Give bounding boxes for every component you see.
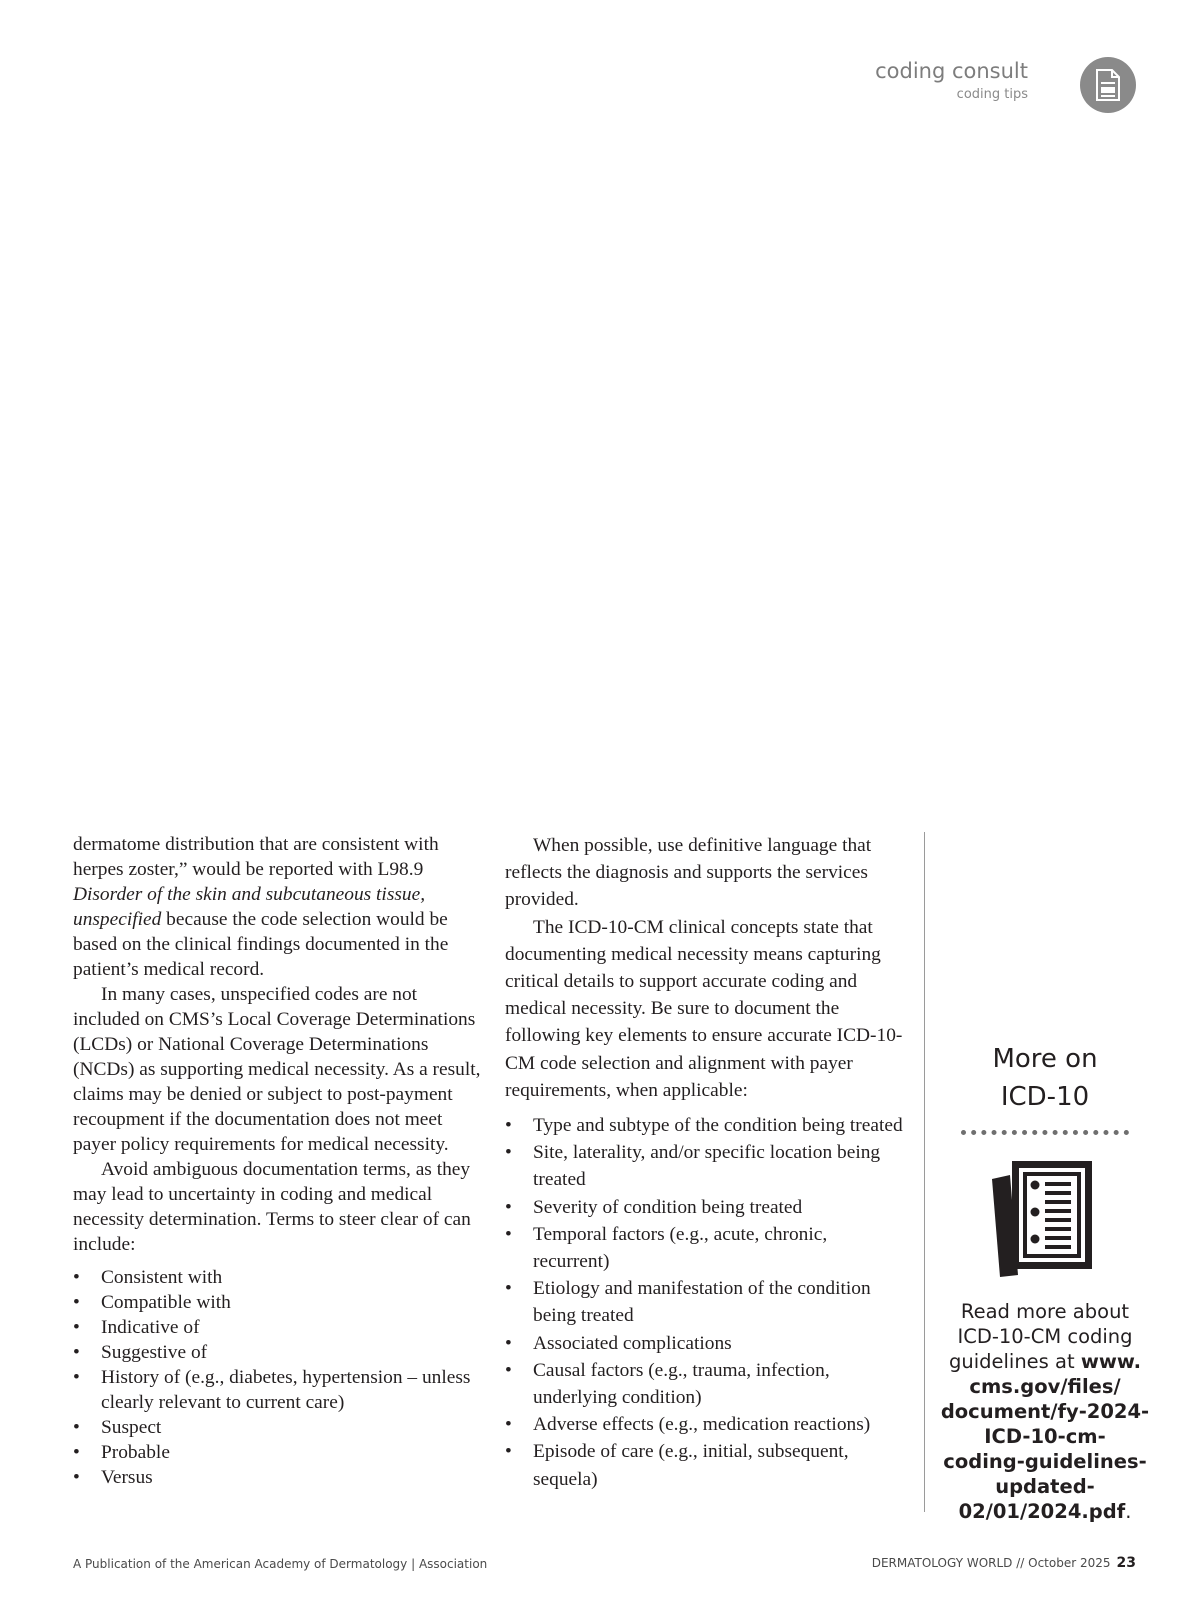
column-divider [924, 832, 925, 1512]
list-item: • Indicative of [73, 1315, 481, 1340]
list-item: • Adverse effects (e.g., medication reactions) [505, 1411, 905, 1438]
list-item: • Causal factors (e.g., trauma, infection, underlying condition) [505, 1357, 905, 1411]
list-item: • Associated complications [505, 1330, 905, 1357]
list-item: • Versus [73, 1465, 481, 1490]
ambiguous-terms-list [73, 1265, 481, 1490]
list-item: • Probable [73, 1440, 481, 1465]
list-item: • Site, laterality, and/or specific location being treated [505, 1139, 905, 1193]
sidebar-text: Read more about ICD-10-CM coding guidelines at www. cms.gov/files/ document/fy-2024- ICD-10-cm- coding-guidelines- updated- 02/01/2024.pdf. [940, 1300, 1150, 1523]
list-item: • Etiology and manifestation of the condition being treated [505, 1275, 905, 1329]
section-title: coding consult [875, 59, 1028, 83]
paragraph: When possible, use definitive language that reflects the diagnosis and supports the services provided. [505, 835, 872, 911]
footer-publication: A Publication of the American Academy of Dermatology | Association [73, 1557, 488, 1571]
footer-issue: DERMATOLOGY WORLD // October 2025 23 [871, 1555, 1136, 1571]
list-item: • Suspect [73, 1415, 481, 1440]
sidebar-title: More on ICD-10 [992, 1044, 1098, 1112]
sidebar [940, 1040, 1150, 1524]
paragraph: The ICD-10-CM clinical concepts state that documenting medical necessity means capturing critical details to support accurate coding and medical necessity. Be sure to document the following key elements to ensure accurate ICD-10-CM code selection and alignment with payer requirements, when applicable: [505, 916, 903, 1101]
list-item: • History of (e.g., diabetes, hypertension – unless clearly relevant to current care) [73, 1365, 481, 1415]
list-item: • Episode of care (e.g., initial, subsequent, sequela) [505, 1438, 905, 1492]
list-item: • Temporal factors (e.g., acute, chronic, recurrent) [505, 1221, 905, 1275]
list-item: • Suggestive of [73, 1340, 481, 1365]
key-elements-list [505, 1112, 905, 1493]
section-subtitle: coding tips [956, 87, 1028, 102]
list-item: • Compatible with [73, 1290, 481, 1315]
dotted-divider [961, 1130, 1129, 1139]
guidelines-link[interactable]: www. cms.gov/files/ document/fy-2024- ICD-10-cm- coding-guidelines- updated- 02/01/2024.pdf [940, 1350, 1150, 1523]
paragraph: Avoid ambiguous documentation terms, as they may lead to uncertainty in coding and medical necessity determination. Terms to steer clear of can include: [73, 1159, 471, 1255]
document-list-icon [990, 1157, 1100, 1277]
middle-column [505, 832, 905, 1493]
page-number: 23 [1116, 1555, 1136, 1571]
left-column [73, 832, 481, 1490]
document-icon [1080, 57, 1136, 113]
header [875, 58, 1028, 104]
paragraph: In many cases, unspecified codes are not included on CMS’s Local Coverage Determinations (LCDs) or National Coverage Determinations (NCDs) as supporting medical necessity. As a result, claims may be denied or subject to post-payment recoupment if the documentation does not meet payer policy requirements for medical necessity. [73, 984, 481, 1155]
list-item: • Consistent with [73, 1265, 481, 1290]
paragraph: dermatome distribution that are consistent with herpes zoster,” would be reported with L98.9 Disorder of the skin and subcutaneous tissue, unspecified because the code selection would be based on the clinical findings documented in the patient’s medical record. [73, 834, 449, 980]
list-item: • Severity of condition being treated [505, 1194, 905, 1221]
list-item: • Type and subtype of the condition being treated [505, 1112, 905, 1139]
